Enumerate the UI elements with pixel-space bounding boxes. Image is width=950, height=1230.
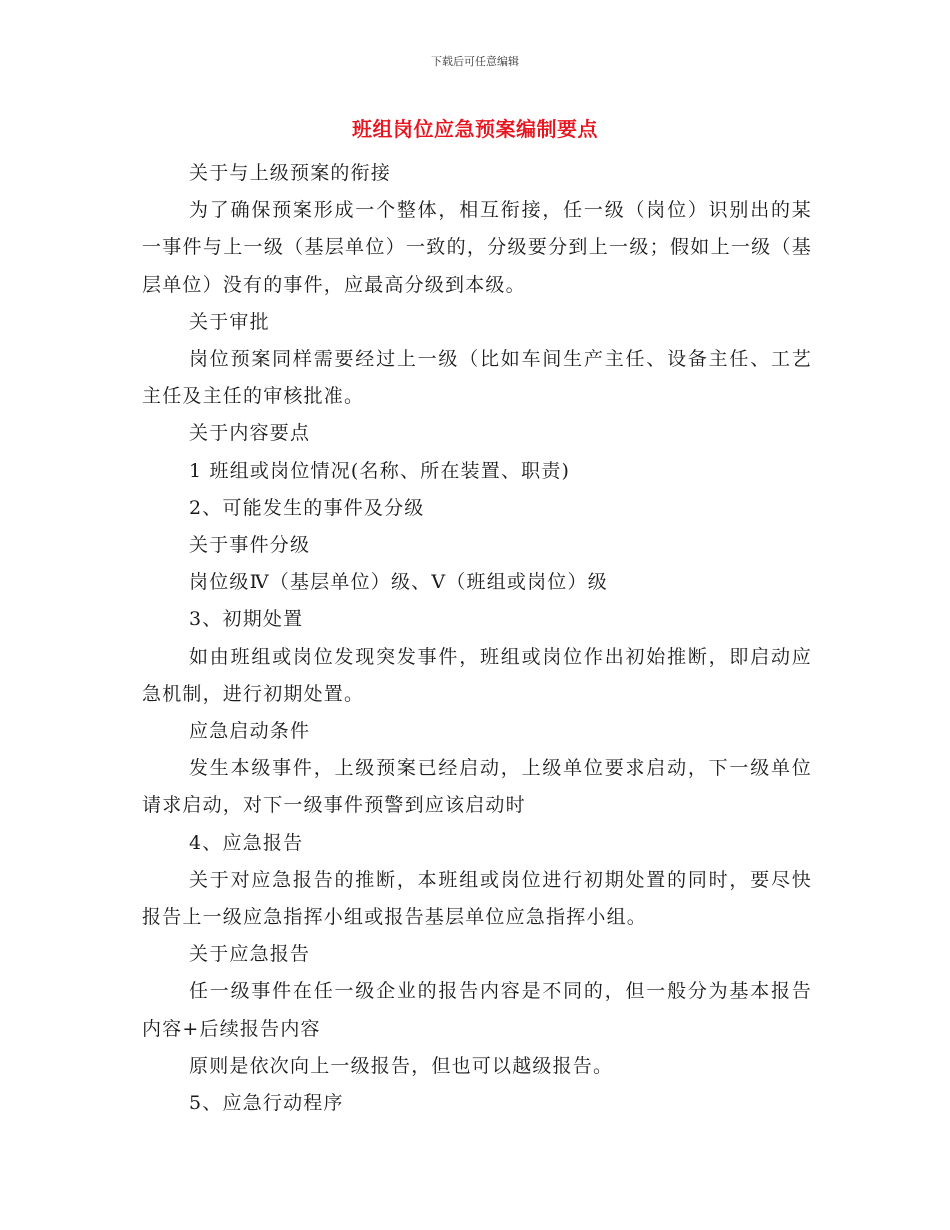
header-note: 下载后可任意编辑 <box>431 55 519 68</box>
list-item: 3、初期处置 <box>189 608 304 631</box>
document-title: 班组岗位应急预案编制要点 <box>352 117 598 141</box>
list-item: 2、可能发生的事件及分级 <box>189 496 425 519</box>
paragraph: 如由班组或岗位发现突发事件，班组或岗位作出初始推断，即启动应急机制，进行初期处置。 <box>142 645 812 705</box>
paragraph: 原则是依次向上一级报告，但也可以越级报告。 <box>189 1054 614 1077</box>
section-heading: 应急启动条件 <box>189 720 311 743</box>
section-heading: 关于事件分级 <box>189 534 311 557</box>
paragraph: 岗位预案同样需要经过上一级（比如车间生产主任、设备主任、工艺主任及主任的审核批准。 <box>142 348 812 408</box>
section-heading: 关于内容要点 <box>189 422 311 445</box>
paragraph: 为了确保预案形成一个整体，相互衔接，任一级（岗位）识别出的某一事件与上一级（基层单位）一致的，分级要分到上一级；假如上一级（基层单位）没有的事件，应最高分级到本级。 <box>142 199 812 296</box>
section-heading: 关于审批 <box>189 310 270 333</box>
list-item: 5、应急行动程序 <box>189 1092 344 1115</box>
section-heading: 关于应急报告 <box>189 943 311 966</box>
list-item: 4、应急报告 <box>189 831 304 854</box>
paragraph: 任一级事件在任一级企业的报告内容是不同的，但一般分为基本报告内容+后续报告内容 <box>142 980 812 1040</box>
paragraph: 岗位级Ⅳ（基层单位）级、Ⅴ（班组或岗位）级 <box>189 571 608 594</box>
list-item: 1 班组或岗位情况(名称、所在装置、职责) <box>189 459 571 482</box>
paragraph: 发生本级事件，上级预案已经启动，上级单位要求启动，下一级单位请求启动，对下一级事件预警到应该启动时 <box>142 757 812 817</box>
document-body <box>142 155 812 1122</box>
paragraph: 关于对应急报告的推断，本班组或岗位进行初期处置的同时，要尽快报告上一级应急指挥小组或报告基层单位应急指挥小组。 <box>142 868 812 929</box>
section-heading: 关于与上级预案的衔接 <box>189 162 392 184</box>
